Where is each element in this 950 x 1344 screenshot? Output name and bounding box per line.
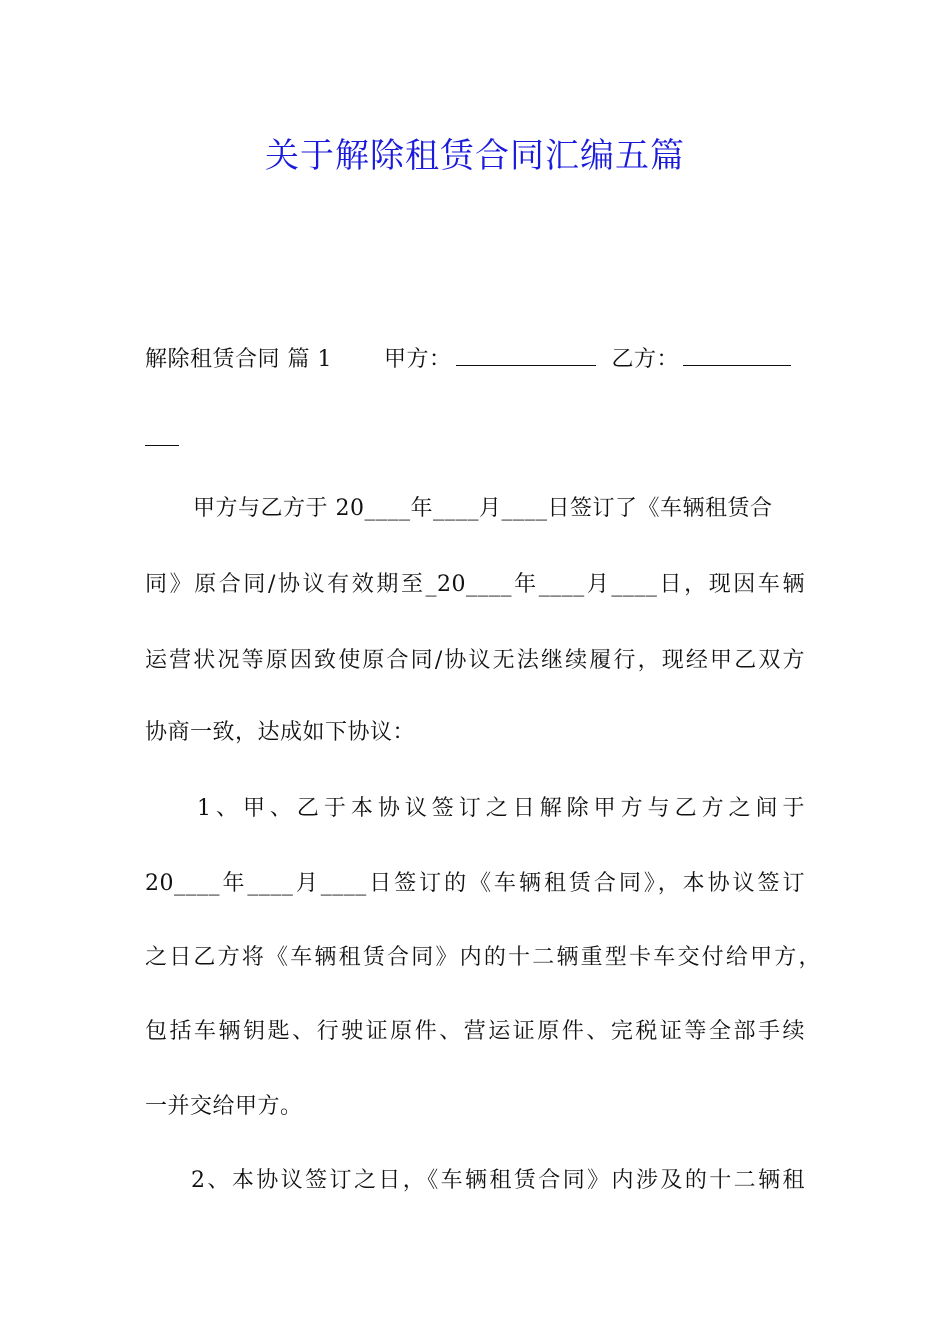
paragraph1-line2: 同》原合同/协议有效期至_20____年____月____日，现因车辆	[145, 572, 805, 597]
paragraph1-line1: 甲方与乙方于 20____年____月____日签订了《车辆租赁合	[193, 496, 773, 521]
paragraph2-line3: 之日乙方将《车辆租赁合同》内的十二辆重型卡车交付给甲方，	[145, 945, 821, 970]
paragraph1-line3: 运营状况等原因致使原合同/协议无法继续履行，现经甲乙双方	[145, 648, 805, 673]
paragraph2-line5: 一并交给甲方。	[145, 1094, 303, 1119]
paragraph3-line1: 2、本协议签订之日，《车辆租赁合同》内涉及的十二辆租	[191, 1168, 805, 1193]
party-a-label: 甲方：	[383, 347, 452, 372]
party-b-label: 乙方：	[611, 347, 680, 372]
party-a-blank	[456, 345, 596, 366]
party-b-blank	[683, 345, 791, 366]
paragraph1-line4: 协商一致，达成如下协议：	[145, 720, 416, 745]
section-label: 解除租赁合同 篇 1	[145, 347, 332, 372]
party-b-blank-continued	[145, 425, 179, 455]
party-b-blank-tail	[145, 425, 179, 446]
document-title: 关于解除租赁合同汇编五篇	[265, 136, 685, 176]
paragraph2-line4: 包括车辆钥匙、行驶证原件、营运证原件、完税证等全部手续	[145, 1019, 805, 1044]
paragraph2-line1: 1、甲、乙于本协议签订之日解除甲方与乙方之间于	[197, 796, 805, 821]
header-line	[145, 345, 791, 375]
paragraph2-line2: 20____年____月____日签订的《车辆租赁合同》，本协议签订	[145, 871, 805, 896]
